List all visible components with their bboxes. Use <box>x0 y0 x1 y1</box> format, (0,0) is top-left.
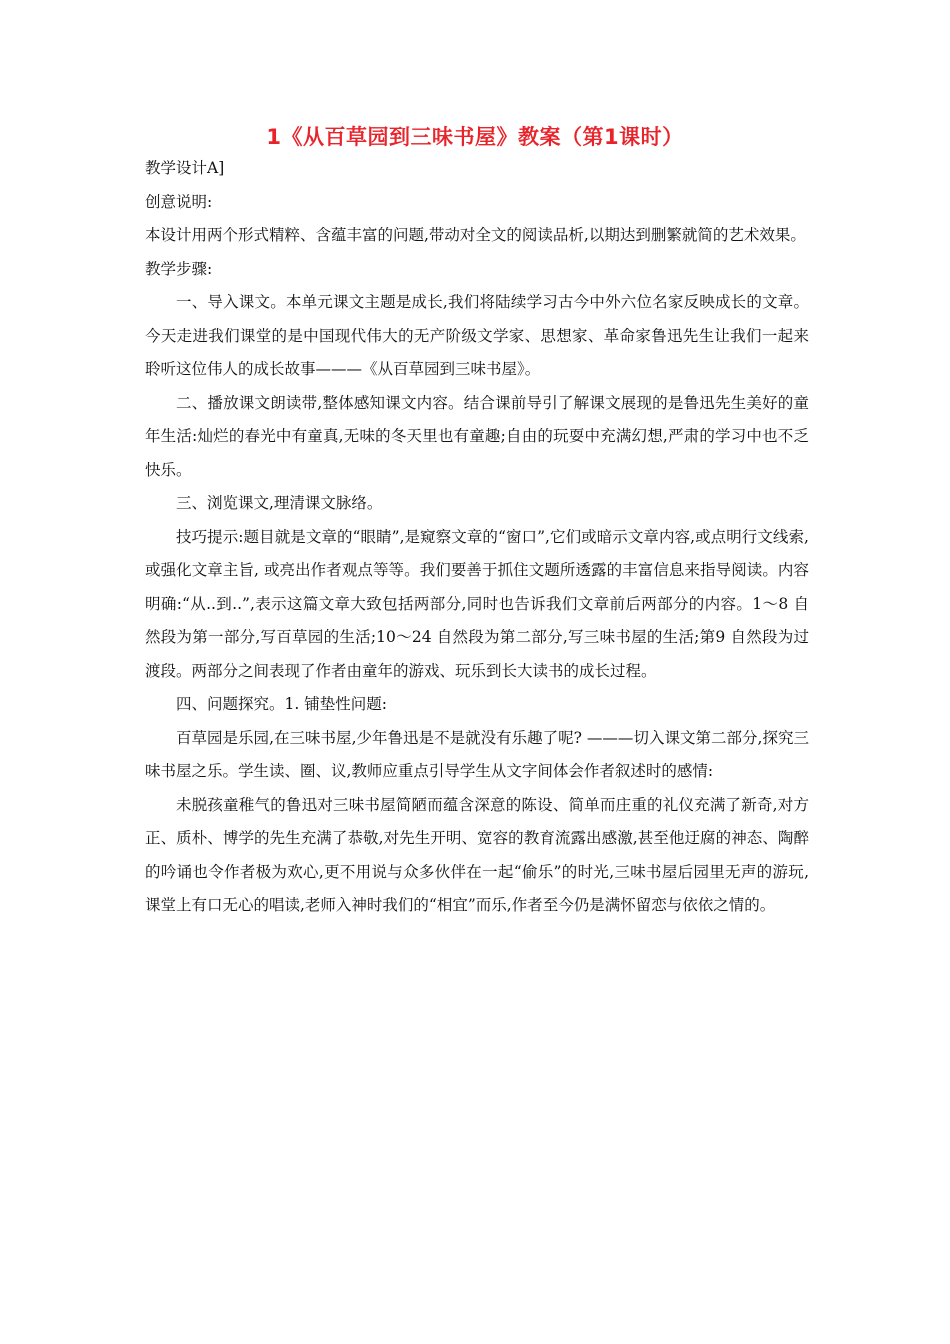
creative-note-heading: 创意说明: <box>145 192 213 211</box>
design-label: 教学设计A] <box>145 159 225 177</box>
creative-note-text: 本设计用两个形式精粹、含蕴丰富的问题,带动对全文的阅读品析,以期达到删繁就简的艺术效果。 <box>145 226 806 244</box>
step-four-paragraph: 四、问题探究。1. 铺垫性问题: <box>176 695 387 713</box>
document-title: 1《从百草园到三味书屋》教案（第1课时） <box>266 125 684 149</box>
step-three-paragraph: 三、浏览课文,理清课文脉络。 <box>176 494 383 512</box>
document-body <box>145 152 809 923</box>
sanwei-study-paragraph: 未脱孩童稚气的鲁迅对三味书屋简陋而蕴含深意的陈设、简单而庄重的礼仪充满了新奇,对方正、质朴、博学的先生充满了恭敬,对先生开明、宽容的教育流露出感激,甚至他迂腐的神态、陶醉的吟诵也令作者极为欢心,更不用说与众多伙伴在一起“偷乐”的时光,三味书屋后园里无声的游玩,课堂上有口无心的唱读,老师入神时我们的“相宜”而乐,作者至今仍是满怀留恋与依依之情的。 <box>145 795 809 914</box>
baicao-garden-paragraph: 百草园是乐园,在三味书屋,少年鲁迅是不是就没有乐趣了呢? ———切入课文第二部分,探究三味书屋之乐。学生读、圈、议,教师应重点引导学生从文字间体会作者叙述时的感情: <box>145 728 809 780</box>
skill-tip-paragraph: 技巧提示:题目就是文章的“眼睛”,是窥察文章的“窗口”,它们或暗示文章内容,或点明行文线索,或强化文章主旨, 或亮出作者观点等等。我们要善于抓住文题所透露的丰富信息来指导阅读。内容明确:“从..到..”,表示这篇文章大致包括两部分,同时也告诉我们文章前后两部分的内容。1～8 自然段为第一部分,写百草园的生活;10～24 自然段为第二部分,写三味书屋的生活;第9 自然段为过渡段。两部分之间表现了作者由童年的游戏、玩乐到长大读书的成长过程。 <box>145 527 809 680</box>
teaching-steps-heading: 教学步骤: <box>145 259 213 278</box>
step-one-paragraph: 一、导入课文。本单元课文主题是成长,我们将陆续学习古今中外六位名家反映成长的文章。今天走进我们课堂的是中国现代伟大的无产阶级文学家、思想家、革命家鲁迅先生让我们一起来聆听这位伟人的成长故事———《从百草园到三味书屋》。 <box>145 293 809 378</box>
step-two-paragraph: 二、播放课文朗读带,整体感知课文内容。结合课前导引了解课文展现的是鲁迅先生美好的童年生活:灿烂的春光中有童真,无味的冬天里也有童趣;自由的玩耍中充满幻想,严肃的学习中也不乏快乐。 <box>145 393 809 479</box>
